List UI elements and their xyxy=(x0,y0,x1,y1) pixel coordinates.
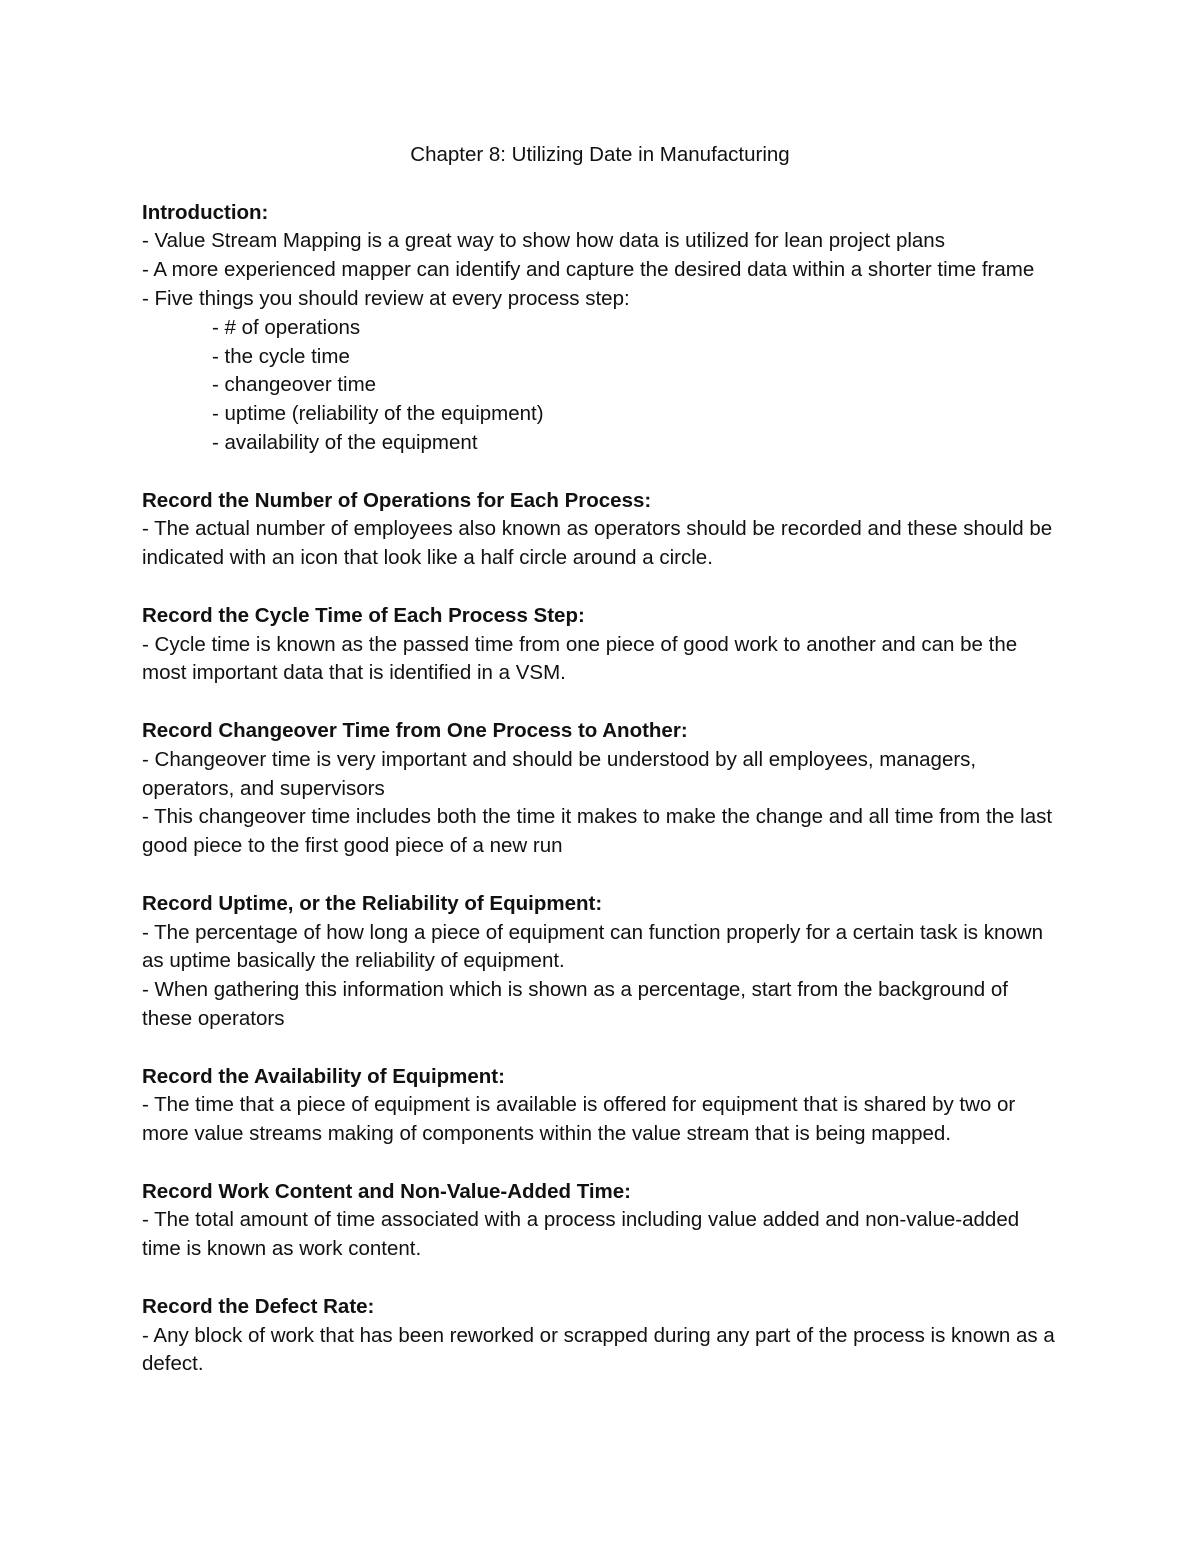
spacer xyxy=(142,1264,1062,1293)
review-item-uptime: - uptime (reliability of the equipment) xyxy=(212,402,544,426)
section-heading-introduction: Introduction: xyxy=(142,200,269,224)
defect-rate-line-1: - Any block of work that has been reworked or scrapped during any part of the process is known as a defect. xyxy=(142,1323,1055,1376)
section-heading-changeover: Record Changeover Time from One Process to Another: xyxy=(142,718,688,742)
document-title: Chapter 8: Utilizing Date in Manufacturing xyxy=(410,143,790,166)
section-heading-availability: Record the Availability of Equipment: xyxy=(142,1064,505,1088)
changeover-line-1: - Changeover time is very important and should be understood by all employees, managers, operators, and supervisors xyxy=(142,747,977,800)
intro-line-2: - A more experienced mapper can identify and capture the desired data within a shorter time frame xyxy=(142,258,1035,282)
availability-line-1: - The time that a piece of equipment is available is offered for equipment that is shared by two or more value streams making of components within the value stream that is being mapped. xyxy=(142,1093,1016,1146)
operations-line-1: - The actual number of employees also known as operators should be recorded and these should be indicated with an icon that look like a half circle around a circle. xyxy=(142,517,1053,570)
document-page xyxy=(142,141,1062,1379)
spacer xyxy=(142,170,1062,199)
section-heading-uptime: Record Uptime, or the Reliability of Equipment: xyxy=(142,891,603,915)
intro-line-3: - Five things you should review at every process step: xyxy=(142,286,630,310)
cycle-time-line-1: - Cycle time is known as the passed time from one piece of good work to another and can be the most important data that is identified in a VSM. xyxy=(142,632,1018,685)
spacer xyxy=(142,688,1062,717)
spacer xyxy=(142,573,1062,602)
spacer xyxy=(142,1149,1062,1178)
section-heading-work-content: Record Work Content and Non-Value-Added Time: xyxy=(142,1179,631,1203)
spacer xyxy=(142,458,1062,487)
section-heading-cycle-time: Record the Cycle Time of Each Process Step: xyxy=(142,603,585,627)
intro-line-1: - Value Stream Mapping is a great way to show how data is utilized for lean project plans xyxy=(142,229,945,253)
spacer xyxy=(142,1034,1062,1063)
review-item-changeover-time: - changeover time xyxy=(212,373,377,397)
section-heading-defect-rate: Record the Defect Rate: xyxy=(142,1294,375,1318)
work-content-line-1: - The total amount of time associated with a process including value added and non-value-added time is known as work content. xyxy=(142,1208,1020,1261)
review-item-availability: - availability of the equipment xyxy=(212,430,478,454)
review-item-operations: - # of operations xyxy=(212,315,361,339)
uptime-line-1: - The percentage of how long a piece of equipment can function properly for a certain task is known as uptime basically the reliability of equipment. xyxy=(142,920,1044,973)
spacer xyxy=(142,861,1062,890)
uptime-line-2: - When gathering this information which is shown as a percentage, start from the background of these operators xyxy=(142,978,1009,1030)
review-item-cycle-time: - the cycle time xyxy=(212,344,350,368)
section-heading-operations: Record the Number of Operations for Each Process: xyxy=(142,488,652,512)
changeover-line-2: - This changeover time includes both the time it makes to make the change and all time from the last good piece to the first good piece of a new run xyxy=(142,805,1053,858)
